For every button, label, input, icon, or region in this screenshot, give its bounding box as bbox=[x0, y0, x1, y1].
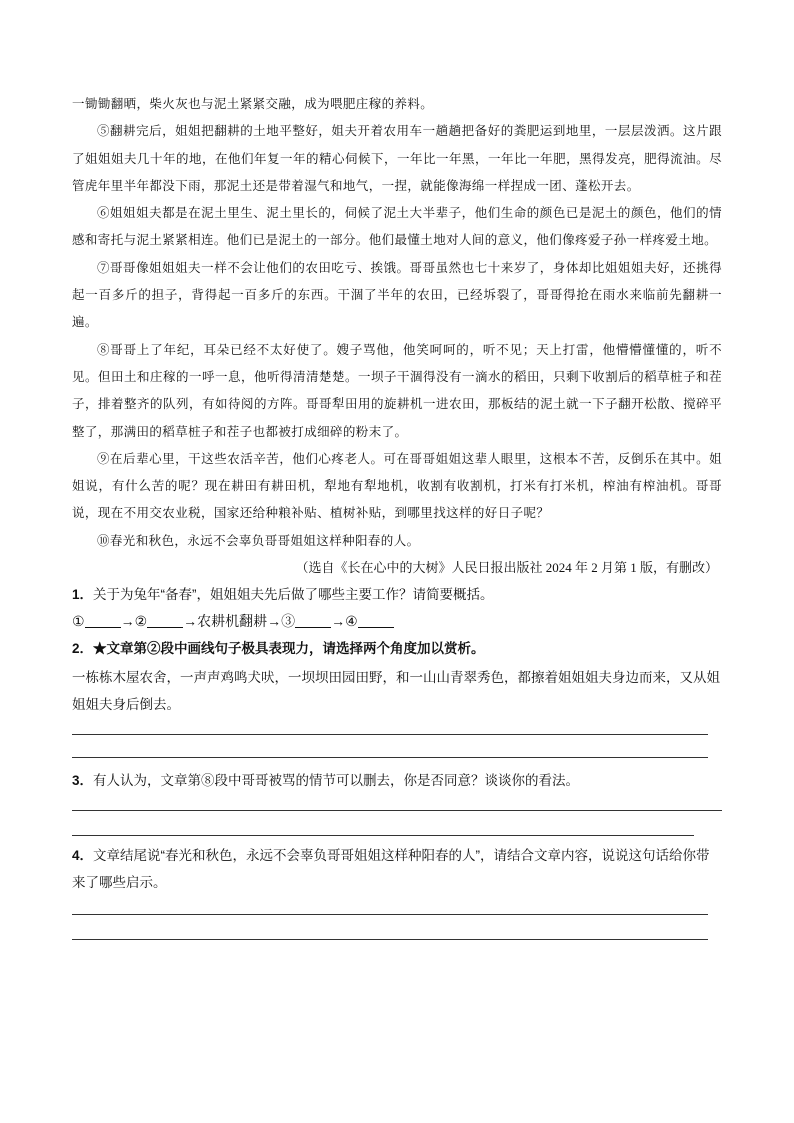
passage-paragraph-10: ⑩春光和秋色，永远不会辜负哥哥姐姐这样种阳春的人。 bbox=[97, 532, 420, 548]
passage-source: （选自《长在心中的大树》人民日报出版社 2024 年 2 月第 1 版，有删改） bbox=[295, 560, 718, 576]
question-1-number: 1． bbox=[72, 587, 94, 603]
question-2 bbox=[72, 635, 722, 662]
fill-marker-2: →② bbox=[120, 613, 148, 630]
answer-blank-2[interactable] bbox=[147, 613, 183, 628]
question-4 bbox=[72, 842, 722, 896]
answer-blank-1[interactable] bbox=[85, 613, 121, 628]
question-4-number: 4． bbox=[72, 848, 94, 864]
answer-line-2a[interactable] bbox=[72, 734, 708, 735]
question-2-text: ★文章第②段中画线句子极具表现力，请选择两个角度加以赏析。 bbox=[93, 641, 485, 657]
passage-paragraph-8: ⑧哥哥上了年纪，耳朵已经不太好使了。嫂子骂他，他笑呵呵的，听不见；天上打雷，他懵懵懂懂的，听不见。但田土和庄稼的一呼一息，他听得清清楚楚。一坝子干涸得没有一滴水的稻田，只剩下收割后的稻草桩子和茬子，排着整齐的队列，有如待阅的方阵。哥哥犁田用的旋耕机一进农田，那板结的泥土就一下子翻开松散、搅碎平整了，那满田的稻草桩子和茬子也都被打成细碎的粉末了。 bbox=[72, 341, 722, 439]
answer-line-4b[interactable] bbox=[72, 939, 708, 940]
question-3-text: 有人认为，文章第⑧段中哥哥被骂的情节可以删去，你是否同意？谈谈你的看法。 bbox=[93, 773, 580, 789]
question-3 bbox=[72, 767, 722, 794]
question-2-number: 2． bbox=[72, 641, 94, 657]
exam-page bbox=[72, 88, 722, 940]
question-2-quote: 一栋栋木屋农舍，一声声鸡鸣犬吠，一坝坝田园田野，和一山山青翠秀色，都擦着姐姐姐夫身边而来，又从姐姐姐夫身后倒去。 bbox=[72, 670, 720, 713]
passage-paragraph-5: ⑤翻耕完后，姐姐把翻耕的土地平整好，姐夫开着农用车一趟趟把备好的粪肥运到地里，一层层泼洒。这片跟了姐姐姐夫几十年的地，在他们年复一年的精心伺候下，一年比一年黑，一年比一年肥，黑得发亮，肥得流油。尽管虎年里半年都没下雨，那泥土还是带着湿气和地气，一捏，就能像海绵一样捏成一团、蓬松开去。 bbox=[72, 123, 722, 193]
answer-blank-3[interactable] bbox=[295, 613, 331, 628]
passage-paragraph-9: ⑨在后辈心里，干这些农活辛苦，他们心疼老人。可在哥哥姐姐这辈人眼里，这根本不苦，反倒乐在其中。姐姐说，有什么苦的呢？现在耕田有耕田机，犁地有犁地机，收割有收割机，打米有打米机，榨油有榨油机。哥哥说，现在不用交农业税，国家还给种粮补贴、植树补贴，到哪里找这样的好日子呢？ bbox=[72, 450, 722, 521]
answer-line-3b[interactable] bbox=[72, 835, 694, 836]
passage-paragraph-7: ⑦哥哥像姐姐姐夫一样不会让他们的农田吃亏、挨饿。哥哥虽然也七十来岁了，身体却比姐姐姐夫好，还挑得起一百多斤的担子，背得起一百多斤的东西。干涸了半年的农田，已经坼裂了，哥哥得抢在雨水来临前先翻耕一遍。 bbox=[72, 259, 722, 330]
question-1 bbox=[72, 581, 722, 608]
question-3-number: 3． bbox=[72, 773, 94, 789]
question-1-fill-in bbox=[72, 608, 722, 635]
answer-line-2b[interactable] bbox=[72, 757, 708, 758]
answer-blank-4[interactable] bbox=[358, 613, 394, 628]
passage-paragraph-6: ⑥姐姐姐夫都是在泥土里生、泥土里长的，伺候了泥土大半辈子，他们生命的颜色已是泥土的颜色，他们的情感和寄托与泥土紧紧相连。他们已是泥土的一部分。他们最懂土地对人间的意义，他们像疼爱子孙一样疼爱土地。 bbox=[72, 205, 722, 248]
fill-marker-4: →④ bbox=[331, 613, 358, 630]
passage-paragraph-continued: 一锄锄翻晒，柴火灰也与泥土紧紧交融，成为喂肥庄稼的养料。 bbox=[72, 96, 434, 111]
fill-marker-3: →农耕机翻耕→③ bbox=[183, 613, 296, 630]
answer-line-3a[interactable] bbox=[72, 810, 722, 811]
answer-line-4a[interactable] bbox=[72, 914, 708, 915]
question-1-text: 关于为兔年“备春”，姐姐姐夫先后做了哪些主要工作？请简要概括。 bbox=[93, 587, 494, 603]
fill-marker-1: ① bbox=[72, 613, 85, 630]
question-4-text: 文章结尾说“春光和秋色，永远不会辜负哥哥姐姐这样种阳春的人”，请结合文章内容，说说这句话给你带来了哪些启示。 bbox=[72, 848, 710, 891]
